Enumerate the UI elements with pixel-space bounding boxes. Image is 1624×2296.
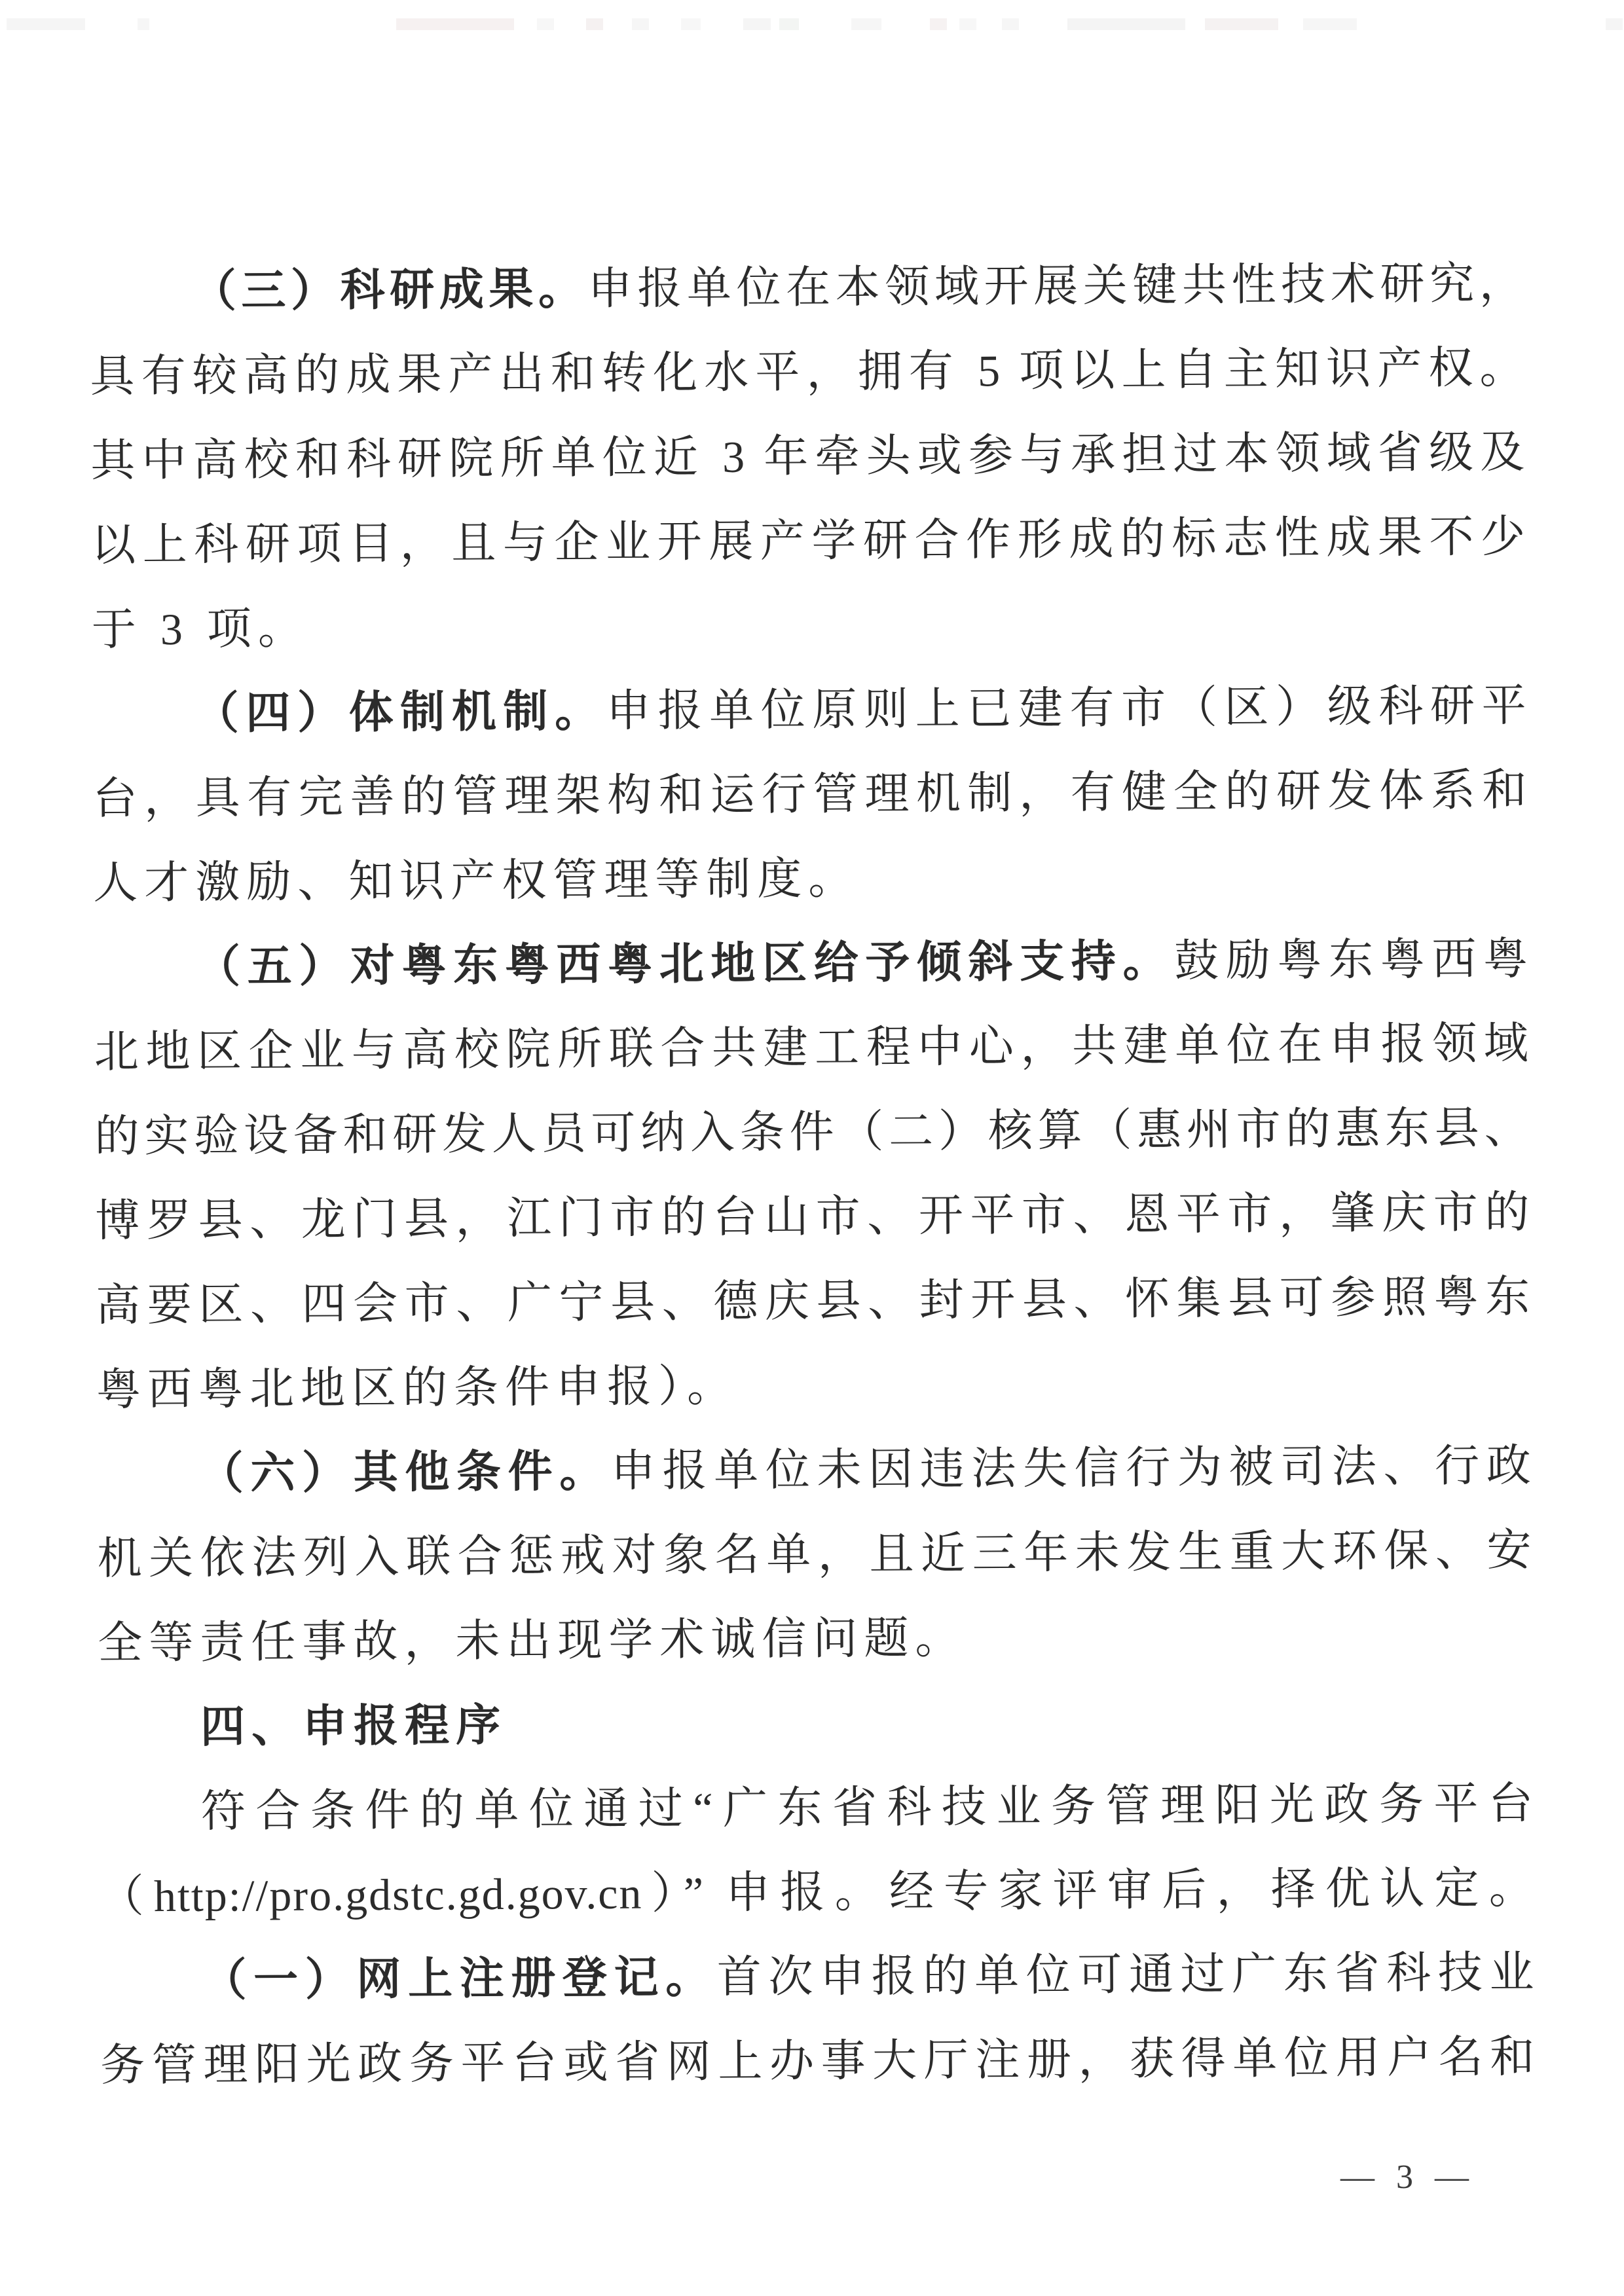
document-text-block [89,241,1536,2107]
bleedthrough-mark [396,18,514,30]
text-line [90,410,1526,503]
bleedthrough-mark [851,18,881,30]
section-heading: （四）体制机制。 [194,685,607,738]
page-number: — 3 — [1340,2159,1475,2196]
text-line [91,494,1527,587]
text-line [90,325,1526,418]
line-text: 以上科研项目，且与企业开展产学研合作形成的标志性成果不少 [90,511,1527,570]
bleedthrough-mark [959,18,976,30]
section-heading: （六）其他条件。 [198,1446,612,1499]
line-text: 粤西粤北地区的条件申报）。 [96,1360,739,1415]
bleedthrough-mark [1303,18,1357,30]
bleedthrough-mark [681,18,701,30]
bleedthrough-mark [586,18,603,30]
line-text: 高要区、四会市、广宁县、德庆县、封开县、怀集县可参照粤东 [95,1271,1532,1330]
text-line [96,1339,1532,1432]
bleedthrough-mark [779,18,799,30]
text-line [100,2014,1536,2107]
text-line [97,1508,1533,1601]
bleedthrough-mark [138,18,149,30]
line-text: （http://pro.gdstc.gd.gov.cn）” 申报。经专家评审后，择优认定。 [99,1863,1535,1922]
text-line [92,748,1528,841]
line-text: 台，具有完善的管理架构和运行管理机制，有健全的研发体系和 [92,765,1528,824]
bleedthrough-mark [1067,18,1185,30]
line-text: 首次申报的单位可通过广东省科技业 [716,1947,1536,2002]
line-text: 的实验设备和研发人员可纳入条件（二）核算（惠州市的惠东县、 [94,1102,1530,1161]
text-line [92,663,1528,756]
line-text: 具有较高的成果产出和转化水平，拥有 5 项以上自主知识产权。 [90,342,1526,401]
line-text: 博罗县、龙门县，江门市的台山市、开平市、恩平市，肇庆市的 [95,1187,1531,1246]
text-line [96,1423,1532,1516]
text-line [94,917,1530,1010]
line-text: 人才激励、知识产权管理等制度。 [93,853,860,908]
line-text: 申报单位原则上已建有市（区）级科研平 [606,680,1528,736]
text-line [99,1846,1535,1939]
line-text: 鼓励粤东粤西粤 [1173,934,1530,986]
line-text: 务管理阳光政务平台或省网上办事大厅注册，获得单位用户名和 [100,2032,1536,2090]
line-text: 其中高校和科研院所单位近 3 年牵头或参与承担过本领域省级及 [90,427,1526,486]
text-line [96,1254,1532,1347]
section-heading: 四、申报程序 [200,1700,507,1752]
bleedthrough-mark [1002,18,1019,30]
bleedthrough-mark [743,18,771,30]
section-heading: （三）科研成果。 [191,264,588,316]
line-text: 符合条件的单位通过“广东省科技业务管理阳光政务平台 [200,1778,1535,1836]
text-line [94,1085,1530,1178]
line-text: 机关依法列入联合惩戒对象名单，且近三年未发生重大环保、安 [97,1525,1533,1584]
line-text: 申报单位未因违法失信行为被司法、行政 [610,1440,1532,1496]
text-line [93,832,1529,925]
text-line [98,1677,1534,1770]
line-text: 北地区企业与高校院所联合共建工程中心，共建单位在申报领域 [94,1018,1530,1077]
line-text: 申报单位在本领域开展关键共性技术研究， [587,258,1525,314]
text-line [99,1761,1535,1854]
bleedthrough-mark [632,18,649,30]
text-line [95,1170,1531,1263]
line-text: 于 3 项。 [91,603,310,655]
section-heading: （五）对粤东粤西粤北地区给予倾斜支持。 [195,936,1175,992]
text-line [94,1001,1530,1094]
text-line [98,1592,1534,1685]
text-line [92,579,1528,672]
bleedthrough-mark [1205,18,1278,30]
bleedthrough-mark [930,18,947,30]
section-heading: （一）网上注册登记。 [202,1952,718,2005]
text-line [89,241,1525,334]
text-line [100,1930,1536,2023]
bleedthrough-mark [7,18,85,30]
scan-bleedthrough-strip [0,18,1624,33]
bleedthrough-mark [1606,18,1623,30]
line-text: 全等责任事故，未出现学术诚信问题。 [98,1613,967,1668]
bleedthrough-mark [537,18,554,30]
